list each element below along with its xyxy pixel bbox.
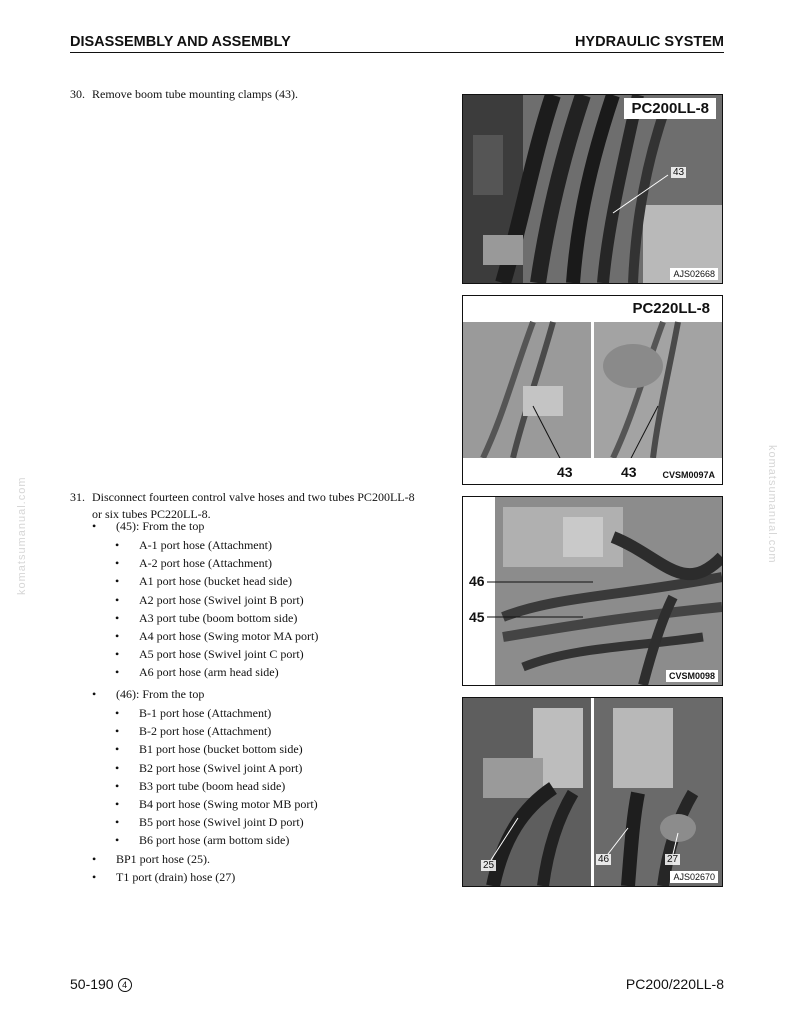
list-item: • B6 port hose (arm bottom side): [115, 833, 290, 848]
list-item: • B1 port hose (bucket bottom side): [115, 742, 303, 757]
group-45-label: • (45): From the top: [92, 519, 205, 533]
revision-mark: 4: [118, 978, 132, 992]
list-item: • A1 port hose (bucket head side): [115, 574, 292, 589]
step-number: 31.: [70, 490, 85, 504]
photo-boom-tubes-pc220: [463, 296, 722, 484]
callout-43: 43: [673, 167, 685, 178]
step-text-line1: Disconnect fourteen control valve hoses and two tubes PC200LL-8: [92, 490, 415, 504]
page-number: 50-190: [70, 976, 114, 992]
list-item: • B4 port hose (Swing motor MB port): [115, 797, 318, 812]
callout-45: 45: [469, 609, 485, 625]
page-footer: [70, 976, 724, 994]
list-item: • T1 port (drain) hose (27): [92, 870, 236, 885]
figure-bp1-t1-hoses: [462, 697, 723, 887]
list-item: • B5 port hose (Swivel joint D port): [115, 815, 304, 830]
watermark-right: komatsumanual.com: [766, 445, 778, 564]
photo-control-valve: [463, 497, 722, 685]
list-item: • A3 port tube (boom bottom side): [115, 610, 298, 625]
list-item: • A6 port hose (arm head side): [115, 665, 279, 680]
figure-pc200-clamps: [462, 94, 723, 284]
step-number: 30.: [70, 87, 85, 101]
figure-title: PC200LL-8: [624, 98, 716, 119]
callout-25: 25: [483, 860, 495, 871]
list-item: • A-2 port hose (Attachment): [115, 556, 272, 571]
callout-43-right: 43: [621, 464, 637, 480]
chapter-title: HYDRAULIC SYSTEM: [574, 34, 724, 50]
model-name: PC200/220LL-8: [625, 976, 724, 992]
extra-list: [92, 850, 235, 886]
list-item: • B-1 port hose (Attachment): [115, 706, 272, 720]
list-item: • A5 port hose (Swivel joint C port): [115, 647, 304, 662]
section-title: DISASSEMBLY AND ASSEMBLY: [70, 34, 291, 50]
figure-control-valve-hoses: [462, 496, 723, 686]
page-header: [70, 34, 724, 53]
figure-title: PC220LL-8: [626, 299, 716, 318]
list-item: • BP1 port hose (25).: [92, 852, 210, 866]
group-45-list: [115, 536, 318, 682]
callout-46: 46: [469, 573, 485, 589]
page-number-group: [70, 976, 132, 993]
list-item: • A4 port hose (Swing motor MA port): [115, 629, 319, 644]
watermark-left: komatsumanual.com: [16, 476, 28, 595]
callout-46: 46: [598, 854, 610, 865]
step-text-line2: or six tubes PC220LL-8.: [92, 507, 211, 521]
figure-code: AJS02668: [670, 268, 718, 280]
figure-code: CVSM0098: [666, 670, 718, 682]
list-item: • B2 port hose (Swivel joint A port): [115, 760, 303, 775]
step-30: [70, 86, 450, 103]
figure-pc220-clamps: [462, 295, 723, 485]
list-item: • B-2 port hose (Attachment): [115, 724, 272, 739]
photo-valve-ports: [463, 698, 722, 886]
group-46-list: [115, 704, 318, 850]
list-item: • A-1 port hose (Attachment): [115, 538, 272, 552]
callout-43-left: 43: [557, 464, 573, 480]
group-46-label: • (46): From the top: [92, 687, 205, 701]
figure-code: AJS02670: [670, 871, 718, 883]
figure-code: CVSM0097A: [659, 469, 718, 481]
callout-27: 27: [667, 854, 679, 865]
photo-boom-tubes: [463, 95, 722, 283]
list-item: • B3 port tube (boom head side): [115, 778, 286, 793]
step-text: Remove boom tube mounting clamps (43).: [92, 87, 298, 101]
list-item: • A2 port hose (Swivel joint B port): [115, 592, 304, 607]
